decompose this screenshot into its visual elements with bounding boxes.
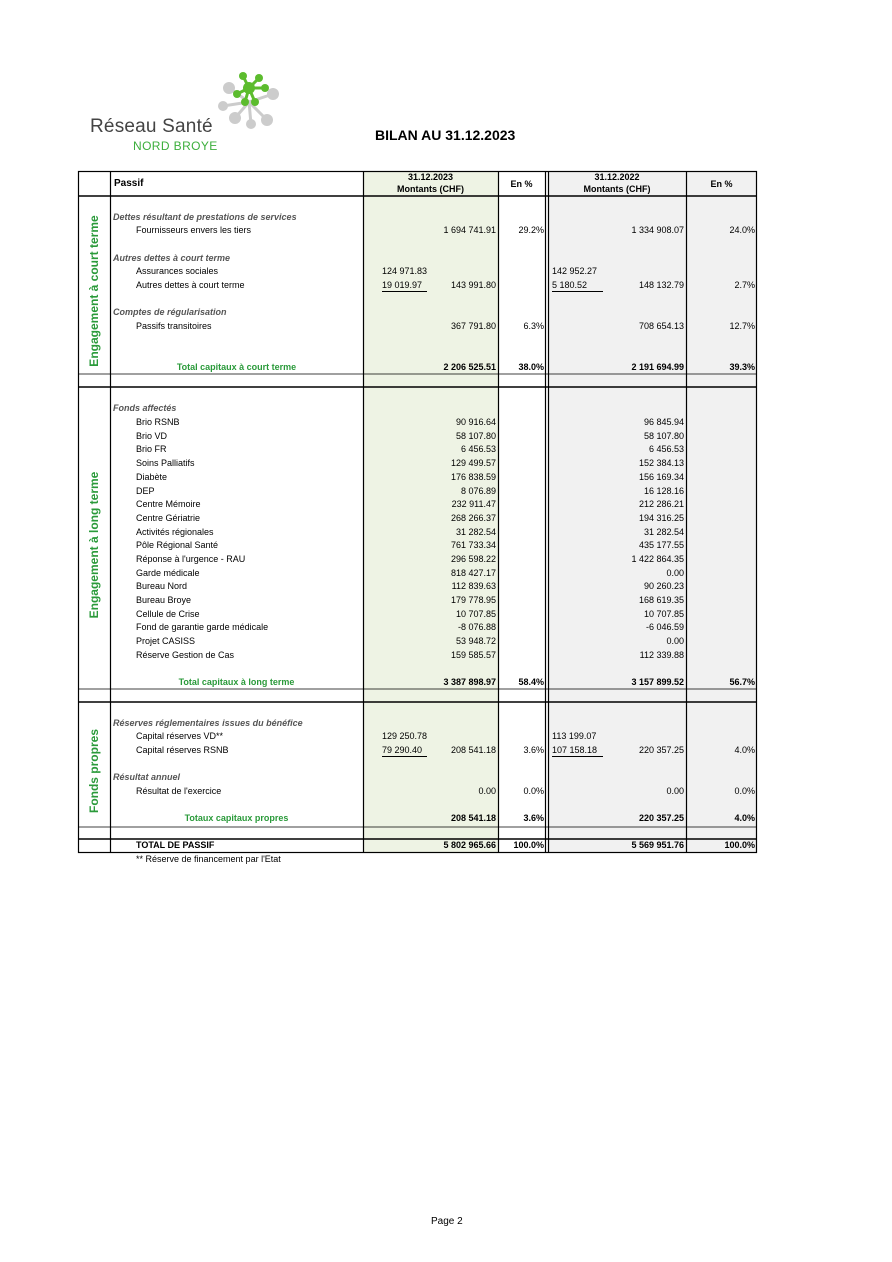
row-label: Brio VD <box>136 431 168 441</box>
sub-amount-2022: 5 180.52 <box>552 280 603 292</box>
amount-2023: 367 791.80 <box>450 321 496 331</box>
category-label: Réserves réglementaires issues du bénéfice <box>113 718 303 728</box>
percent-2023: 3.6% <box>523 745 544 755</box>
amount-2022: 156 169.34 <box>638 472 684 482</box>
amount-2022: 31 282.54 <box>643 527 684 537</box>
sub-amount-2022: 107 158.18 <box>552 745 603 757</box>
percent-2022: 12.7% <box>729 321 755 331</box>
sub-amount-2023: 19 019.97 <box>382 280 427 292</box>
amount-2023: 10 707.85 <box>455 609 496 619</box>
row-label: Centre Gériatrie <box>136 513 201 523</box>
percent-2023: 100.0% <box>513 840 544 850</box>
amount-2023: 232 911.47 <box>451 499 496 509</box>
header-passif: Passif <box>114 178 144 189</box>
amount-2023: 268 266.37 <box>450 513 496 523</box>
percent-2023: 29.2% <box>518 225 544 235</box>
amount-2022: 90 260.23 <box>643 581 684 591</box>
percent-2022: 2.7% <box>734 280 755 290</box>
amount-2022: 16 128.16 <box>643 486 684 496</box>
row-label: Résultat de l'exercice <box>136 786 222 796</box>
category-label: Comptes de régularisation <box>113 307 227 317</box>
sub-amount-2022: 142 952.27 <box>552 266 598 276</box>
amount-2023: 208 541.18 <box>450 745 496 755</box>
amount-2022: 220 357.25 <box>638 813 684 823</box>
logo-name: Réseau Santé <box>90 116 213 137</box>
percent-2023: 38.0% <box>518 362 544 372</box>
row-label: Bureau Broye <box>136 595 192 605</box>
row-label: Activités régionales <box>136 527 214 537</box>
row-label: DEP <box>136 486 155 496</box>
amount-2023: 31 282.54 <box>455 527 496 537</box>
amount-2022: 168 619.35 <box>638 595 684 605</box>
amount-2023: 58 107.80 <box>455 431 496 441</box>
row-label: Pôle Régional Santé <box>136 540 219 550</box>
row-label: Garde médicale <box>136 568 200 578</box>
percent-2022: 0.0% <box>734 786 755 796</box>
row-label: Cellule de Crise <box>136 609 200 619</box>
row-label: Passifs transitoires <box>136 321 212 331</box>
amount-2022: 220 357.25 <box>638 745 684 755</box>
row-label: Fournisseurs envers les tiers <box>136 225 252 235</box>
amount-2022: 194 316.25 <box>638 513 684 523</box>
row-label: Réserve Gestion de Cas <box>136 650 235 660</box>
amount-2022: 1 334 908.07 <box>631 225 684 235</box>
row-label: Capital réserves VD** <box>136 731 224 741</box>
amount-2022: 212 286.21 <box>638 499 684 509</box>
amount-2023: 6 456.53 <box>460 444 496 454</box>
amount-2022: 2 191 694.99 <box>631 362 684 372</box>
amount-2023: 2 206 525.51 <box>443 362 496 372</box>
amount-2022: 0.00 <box>666 636 684 646</box>
amount-2022: 5 569 951.76 <box>631 840 684 850</box>
row-label: Brio RSNB <box>136 417 180 427</box>
amount-2023: 53 948.72 <box>455 636 496 646</box>
sub-amount-2023: 129 250.78 <box>382 731 428 741</box>
amount-2022: 112 339.88 <box>639 650 684 660</box>
amount-2023: 129 499.57 <box>450 458 496 468</box>
row-label: Brio FR <box>136 444 167 454</box>
percent-2022: 56.7% <box>729 677 755 687</box>
amount-2023: 296 598.22 <box>450 554 496 564</box>
amount-2022: 708 654.13 <box>638 321 684 331</box>
sub-amount-2023: 124 971.83 <box>382 266 428 276</box>
percent-2023: 58.4% <box>518 677 544 687</box>
category-label: Résultat annuel <box>113 772 181 782</box>
amount-2022: 152 384.13 <box>638 458 684 468</box>
logo-subname: NORD BROYE <box>133 139 218 153</box>
header-montants-2022: Montants (CHF) <box>583 184 651 194</box>
amount-2023: 208 541.18 <box>450 813 496 823</box>
row-label: Réponse à l'urgence - RAU <box>136 554 246 564</box>
amount-2023: 5 802 965.66 <box>443 840 496 850</box>
header-montants-2023: Montants (CHF) <box>397 184 464 194</box>
row-label: Autres dettes à court terme <box>136 280 245 290</box>
row-label: Capital réserves RSNB <box>136 745 229 755</box>
total-label: Total capitaux à long terme <box>178 677 295 687</box>
amount-2022: 3 157 899.52 <box>631 677 684 687</box>
percent-2022: 24.0% <box>729 225 755 235</box>
header-pct-2023: En % <box>510 179 533 189</box>
category-label: Autres dettes à court terme <box>113 253 231 263</box>
amount-2022: 0.00 <box>666 786 684 796</box>
percent-2022: 4.0% <box>734 813 755 823</box>
header-pct-2022: En % <box>710 179 733 189</box>
sub-amount-2023: 79 290.40 <box>382 745 427 757</box>
row-label: Assurances sociales <box>136 266 219 276</box>
header-date-2022: 31.12.2022 <box>594 172 640 182</box>
percent-2023: 0.0% <box>523 786 544 796</box>
amount-2023: 159 585.57 <box>450 650 496 660</box>
amount-2022: 96 845.94 <box>643 417 684 427</box>
amount-2023: 90 916.64 <box>455 417 496 427</box>
grand-total-label: TOTAL DE PASSIF <box>136 840 215 850</box>
amount-2023: 179 778.95 <box>450 595 496 605</box>
section-label-fonds-propres: Fonds propres <box>87 729 101 814</box>
row-label: Centre Mémoire <box>136 499 201 509</box>
header-date-2023: 31.12.2023 <box>407 172 454 182</box>
amount-2022: 435 177.55 <box>638 540 684 550</box>
category-label: Fonds affectés <box>113 403 177 413</box>
amount-2022: 148 132.79 <box>638 280 684 290</box>
amount-2023: 3 387 898.97 <box>443 677 496 687</box>
section-label-long-terme: Engagement à long terme <box>87 471 101 619</box>
percent-2022: 39.3% <box>729 362 755 372</box>
amount-2023: 761 733.34 <box>450 540 496 550</box>
total-label: Total capitaux à court terme <box>176 362 297 372</box>
row-label: Diabète <box>136 472 168 482</box>
amount-2023: 0.00 <box>478 786 496 796</box>
amount-2022: -6 046.59 <box>645 622 684 632</box>
category-label: Dettes résultant de prestations de services <box>113 212 297 222</box>
percent-2023: 6.3% <box>523 321 544 331</box>
amount-2022: 10 707.85 <box>643 609 684 619</box>
amount-2023: -8 076.88 <box>457 622 496 632</box>
percent-2023: 3.6% <box>523 813 544 823</box>
percent-2022: 4.0% <box>734 745 755 755</box>
sub-amount-2022: 113 199.07 <box>552 731 597 741</box>
amount-2022: 58 107.80 <box>643 431 684 441</box>
amount-2023: 8 076.89 <box>460 486 496 496</box>
amount-2023: 112 839.63 <box>451 581 496 591</box>
amount-2022: 0.00 <box>666 568 684 578</box>
page-title: BILAN AU 31.12.2023 <box>375 127 516 143</box>
amount-2023: 143 991.80 <box>450 280 496 290</box>
row-label: Soins Palliatifs <box>136 458 195 468</box>
footnote: ** Réserve de financement par l'Etat <box>136 854 281 864</box>
row-label: Bureau Nord <box>136 581 188 591</box>
percent-2022: 100.0% <box>724 840 755 850</box>
page-number: Page 2 <box>431 1216 463 1227</box>
amount-2023: 818 427.17 <box>450 568 496 578</box>
amount-2022: 6 456.53 <box>648 444 684 454</box>
row-label: Projet CASISS <box>136 636 196 646</box>
total-label: Totaux capitaux propres <box>184 813 289 823</box>
row-label: Fond de garantie garde médicale <box>136 622 269 632</box>
amount-2023: 1 694 741.91 <box>443 225 496 235</box>
section-label-court-terme: Engagement à court terme <box>87 215 101 367</box>
amount-2022: 1 422 864.35 <box>631 554 684 564</box>
amount-2023: 176 838.59 <box>450 472 496 482</box>
